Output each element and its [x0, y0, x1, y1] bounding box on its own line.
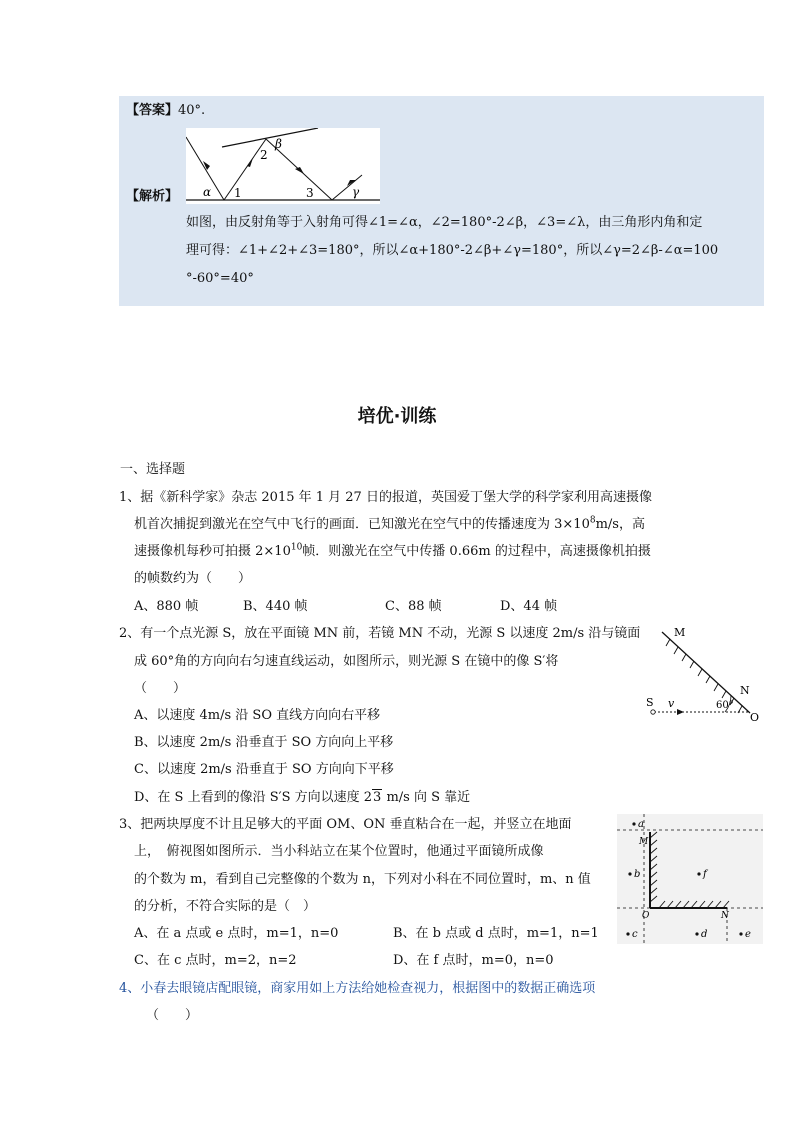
mirror-line [662, 632, 750, 713]
point-a [632, 822, 635, 825]
q1-line-1: 1、据《新科学家》杂志 2015 年 1 月 27 日的报道，英国爱丁堡大学的科学家利用高速摄像 [119, 490, 652, 505]
analysis-line-1: 如图，由反射角等于入射角可得∠1=∠α，∠2=180°-2∠β，∠3=∠λ，由三角形内角和定 [186, 215, 703, 230]
q2-option-d-post: m/s 向 S 靠近 [382, 790, 471, 805]
label-c: c [632, 929, 638, 940]
label-alpha: α [203, 185, 212, 199]
label-v: v [668, 697, 675, 710]
label-m: M [639, 837, 649, 847]
q2-option-b: B、以速度 2m/s 沿垂直于 SO 方向向上平移 [134, 735, 394, 750]
q1-line-3 [134, 542, 651, 559]
label-d: d [701, 929, 708, 940]
perpendicular-mirrors-figure [617, 814, 763, 944]
label-gamma: γ [352, 185, 360, 199]
q1-line-2-exp: 8 [589, 515, 596, 526]
q2-option-c: C、以速度 2m/s 沿垂直于 SO 方向向下平移 [134, 762, 394, 777]
q1-line-3-rest: 帧．则激光在空气中传播 0.66m 的过程中，高速摄像机拍摄 [302, 544, 651, 559]
label-n: N [721, 911, 729, 921]
label-b: b [634, 869, 641, 880]
label-o: O [750, 711, 760, 724]
q2-option-d-pre: D、在 S 上看到的像沿 S′S 方向以速度 2 [134, 790, 373, 805]
section-title: 培优·训练 [357, 406, 437, 427]
q1-option-a: A、880 帧 [134, 599, 199, 614]
analysis-line-3: °-60°=40° [186, 271, 254, 286]
label-beta: β [275, 137, 282, 151]
label-s: S [646, 696, 654, 709]
part-heading: 一、选择题 [120, 462, 186, 477]
q1-line-4: 的帧数约为（ ） [134, 571, 252, 586]
q1-option-d: D、44 帧 [500, 599, 558, 614]
point-f [697, 872, 700, 875]
label-e: e [745, 929, 751, 940]
point-e [739, 932, 742, 935]
q3-line-2: 上， 俯视图如图所示．当小科站立在某个位置时，他通过平面镜所成像 [134, 844, 544, 859]
label-f: f [703, 869, 707, 880]
point-d [695, 932, 698, 935]
label-n: N [740, 684, 750, 697]
q3-line-1: 3、把两块厚度不计且足够大的平面 OM、ON 垂直粘合在一起，并竖立在地面 [119, 817, 572, 832]
figure-background [186, 128, 380, 204]
label-angle: 60° [716, 700, 734, 711]
light-source-dot [651, 710, 655, 714]
label-3: 3 [306, 186, 314, 200]
q4-line-2: （ ） [146, 1008, 199, 1023]
label-a: a [638, 819, 644, 830]
label-1: 1 [234, 186, 242, 200]
q1-line-2-rest: m/s，高 [595, 517, 645, 532]
q3-option-b: B、在 b 点或 d 点时，m=1，n=1 [393, 926, 599, 941]
q1-line-3-exp: 10 [290, 542, 303, 553]
answer-value: 40°. [178, 103, 206, 118]
q2-option-d [134, 791, 470, 804]
q1-line-3-text: 速摄像机每秒可拍摄 2×10 [134, 544, 291, 559]
q3-line-3: 的个数为 m，看到自己完整像的个数为 n，下列对小科在不同位置时，m、n 值 [134, 872, 591, 887]
analysis-line-2: 理可得：∠1+∠2+∠3=180°，所以∠α+180°-2∠β+∠γ=180°，所以∠γ=2∠β-∠α=100 [186, 243, 719, 258]
q2-line-1: 2、有一个点光源 S，放在平面镜 MN 前，若镜 MN 不动，光源 S 以速度 2m/s 沿与镜面 [119, 626, 641, 641]
q3-option-c: C、在 c 点时，m=2，n=2 [134, 953, 297, 968]
q1-line-2 [134, 515, 645, 532]
answer-label: 【答案】 [126, 103, 179, 118]
q4-line-1 [119, 982, 595, 995]
q1-option-b: B、440 帧 [243, 599, 308, 614]
q3-line-4: 的分析，不符合实际的是（ ） [134, 899, 317, 914]
q2-option-d-root: 3 [373, 790, 382, 805]
velocity-arrow [677, 709, 684, 715]
q1-option-c: C、88 帧 [385, 599, 442, 614]
q2-line-2: 成 60°角的方向向右匀速直线运动，如图所示，则光源 S 在镜中的像 S′将 [134, 654, 559, 669]
reflection-figure [186, 128, 380, 204]
q2-option-a: A、以速度 4m/s 沿 SO 直线方向向右平移 [134, 708, 381, 723]
analysis-label: 【解析】 [126, 189, 179, 204]
point-c [626, 932, 629, 935]
label-m: M [674, 626, 686, 639]
q4-number-text: 4、小春去眼镜店配眼镜，商家用如上方法给她检查视力，根据图中的数据正确选项 [119, 981, 596, 996]
label-o: O [642, 911, 650, 921]
point-b [628, 872, 631, 875]
answer-line [126, 104, 205, 117]
label-2: 2 [260, 148, 268, 162]
mirror-figure [640, 624, 765, 724]
q1-line-2-text: 机首次捕捉到激光在空气中飞行的画面．已知激光在空气中的传播速度为 3×10 [134, 517, 590, 532]
q3-option-a: A、在 a 点或 e 点时，m=1，n=0 [134, 926, 339, 941]
q3-option-d: D、在 f 点时，m=0，n=0 [393, 953, 554, 968]
q2-line-3: （ ） [134, 681, 187, 696]
